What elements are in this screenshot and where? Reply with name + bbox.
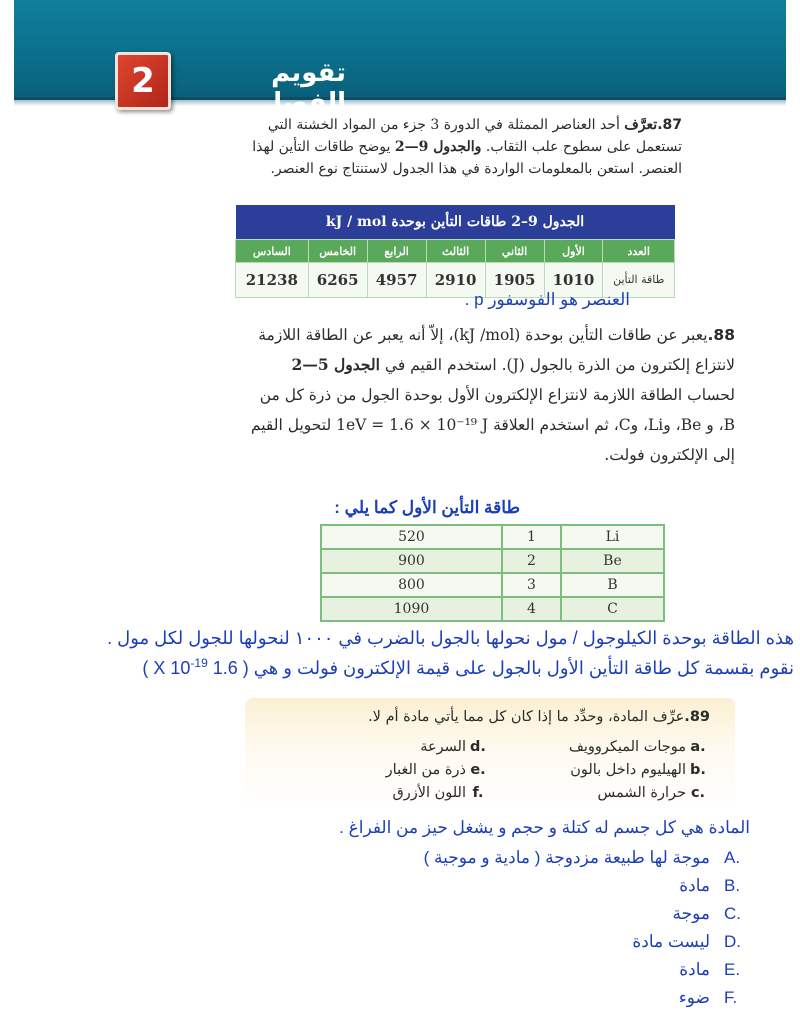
table-row [321,573,664,597]
question-87-lead: تعرَّف [624,117,658,133]
atomic-number-cell: 3 [502,573,561,597]
answer-text: موجة لها طبيعة مزدوجة ( مادية و موجية ) [423,848,710,867]
power-base: 10 [170,658,191,678]
question-88-text2: لحساب الطاقة اللازمة لانتزاع الإلكترون الأول بوحدة الجول من ذرة كل من B، و Be، وLi، وC، ثم استخدم العلاقة [259,386,735,434]
option-row [270,759,710,782]
option-row [270,782,710,805]
value-cell-3: 2910 [426,263,485,298]
option-letter: f. [472,785,484,801]
question-87-text1: أحد العناصر الممثلة في الدورة 3 جزء من المواد الخشنة التي تستعمل على سطوح علب الثقاب. [267,117,682,155]
conversion-line-2 [4,656,794,679]
value-cell-6: 21238 [236,263,309,298]
symbol-cell: Be [561,549,664,573]
answer-letter: C. [724,904,741,923]
question-89-options [270,736,710,805]
question-88 [250,320,735,470]
header-cell-2: الثاني [485,240,544,263]
header-cell-1: الأول [544,240,603,263]
value-cell-5: 6265 [308,263,367,298]
answer-text: مادة [679,876,710,895]
value-cell-2: 1905 [485,263,544,298]
table-row [321,525,664,549]
option-text: ذرة من الغبار [385,762,466,778]
answer-letter: B. [724,876,741,895]
question-88-table-ref: الجدول 5—2 [291,355,380,374]
symbol-cell: C [561,597,664,621]
header-cell-0: العدد [603,240,675,263]
value-cell-1: 1010 [544,263,603,298]
conversion-line-2-end: ) [142,658,154,678]
option-b [490,759,710,782]
atomic-number-cell: 2 [502,549,561,573]
symbol-cell: Li [561,525,664,549]
answer-89-list [300,844,750,1012]
header-cell-4: الرابع [367,240,426,263]
energy-cell: 520 [321,525,502,549]
chapter-number-badge: 2 [115,52,171,110]
table-row [321,597,664,621]
option-f [270,782,490,805]
question-88-number: 88. [707,326,735,344]
ionization-energy-table [235,205,675,298]
atomic-number-cell: 4 [502,597,561,621]
atomic-number-cell: 1 [502,525,561,549]
option-d [270,736,490,759]
value-cell-4: 4957 [367,263,426,298]
power-of-ten [170,658,207,678]
answer-text: موجة [672,904,710,923]
option-text: السرعة [420,739,466,755]
question-87-text2: يوضح طاقات التأين لهذا العنصر. استعن بالمعلومات الواردة في هذا الجدول لاستنتاج نوع العنصر. [252,139,682,177]
answer-87: العنصر هو الفوسفور p . [464,290,630,309]
question-87-table-ref: والجدول 9—2 [394,139,482,155]
answer-letter: D. [724,932,741,951]
answer-letter: E. [724,960,741,979]
answer-letter: A. [724,848,741,867]
question-87-number: 87. [657,117,682,133]
option-text: اللون الأزرق [392,785,466,801]
conversion-line-1: هذه الطاقة بوحدة الكيلوجول / مول نحولها بالجول بالضرب في ١٠٠٠ لنحولها للجول لكل مول . [107,628,794,648]
list-item [300,928,750,956]
answer-text: ضوء [678,988,710,1007]
table-row [321,549,664,573]
list-item [300,956,750,984]
option-text: حرارة الشمس [597,785,686,801]
power-exponent: -19 [190,656,208,670]
question-88-text1: يعبر عن طاقات التأين بوحدة (kJ /mol)، إلاّ أنه يعبر عن الطاقة اللازمة لانتزاع إلكترون من الذرة بالجول (J). استخدم القيم في [258,326,735,374]
option-letter: d. [470,739,486,755]
chapter-title: تقويم الفصل [259,58,346,118]
option-letter: a. [690,739,706,755]
header-cell-6: السادس [236,240,309,263]
question-89 [270,706,710,729]
question-89-number: 89. [684,709,710,725]
header-cell-5: الخامس [308,240,367,263]
option-text: موجات الميكروويف [568,739,686,755]
option-letter: c. [690,785,706,801]
conversion-line-2-text: نقوم بقسمة كل طاقة التأين الأول بالجول على قيمة الإلكترون فولت و هي ( 1.6 X [153,658,794,678]
option-row [270,736,710,759]
answer-text: مادة [679,960,710,979]
question-89-prompt: عرِّف المادة، وحدِّد ما إذا كان كل مما يأتي مادة أم لا. [368,709,685,725]
option-letter: e. [470,762,486,778]
energy-cell: 900 [321,549,502,573]
energy-cell: 800 [321,573,502,597]
option-text: الهيليوم داخل بالون [570,762,686,778]
ionization-table-header-row [236,240,675,263]
ionization-table-caption: الجدول 9–2 طاقات التأين بوحدة kJ / mol [236,205,675,240]
first-ionization-title: طاقة التأين الأول كما يلي : [334,498,520,517]
header-cell-3: الثالث [426,240,485,263]
matter-definition: المادة هي كل جسم له كتلة و حجم و يشغل حيز من الفراغ . [339,818,750,837]
list-item [300,872,750,900]
energy-cell: 1090 [321,597,502,621]
option-c [490,782,710,805]
question-88-relation: 1eV = 1.6 × 10⁻¹⁹ J [336,416,489,434]
question-87 [222,114,682,180]
option-a [490,736,710,759]
question-88-text3: لتحويل القيم إلى الإلكترون فولت. [250,416,735,464]
list-item [300,844,750,872]
answer-text: ليست مادة [632,932,710,951]
option-letter: b. [690,762,706,778]
symbol-cell: B [561,573,664,597]
first-ionization-table [320,524,665,622]
list-item [300,900,750,928]
answer-letter: F. [724,988,738,1007]
row-label-cell: طاقة التأين [603,263,675,298]
option-e [270,759,490,782]
list-item [300,984,750,1012]
